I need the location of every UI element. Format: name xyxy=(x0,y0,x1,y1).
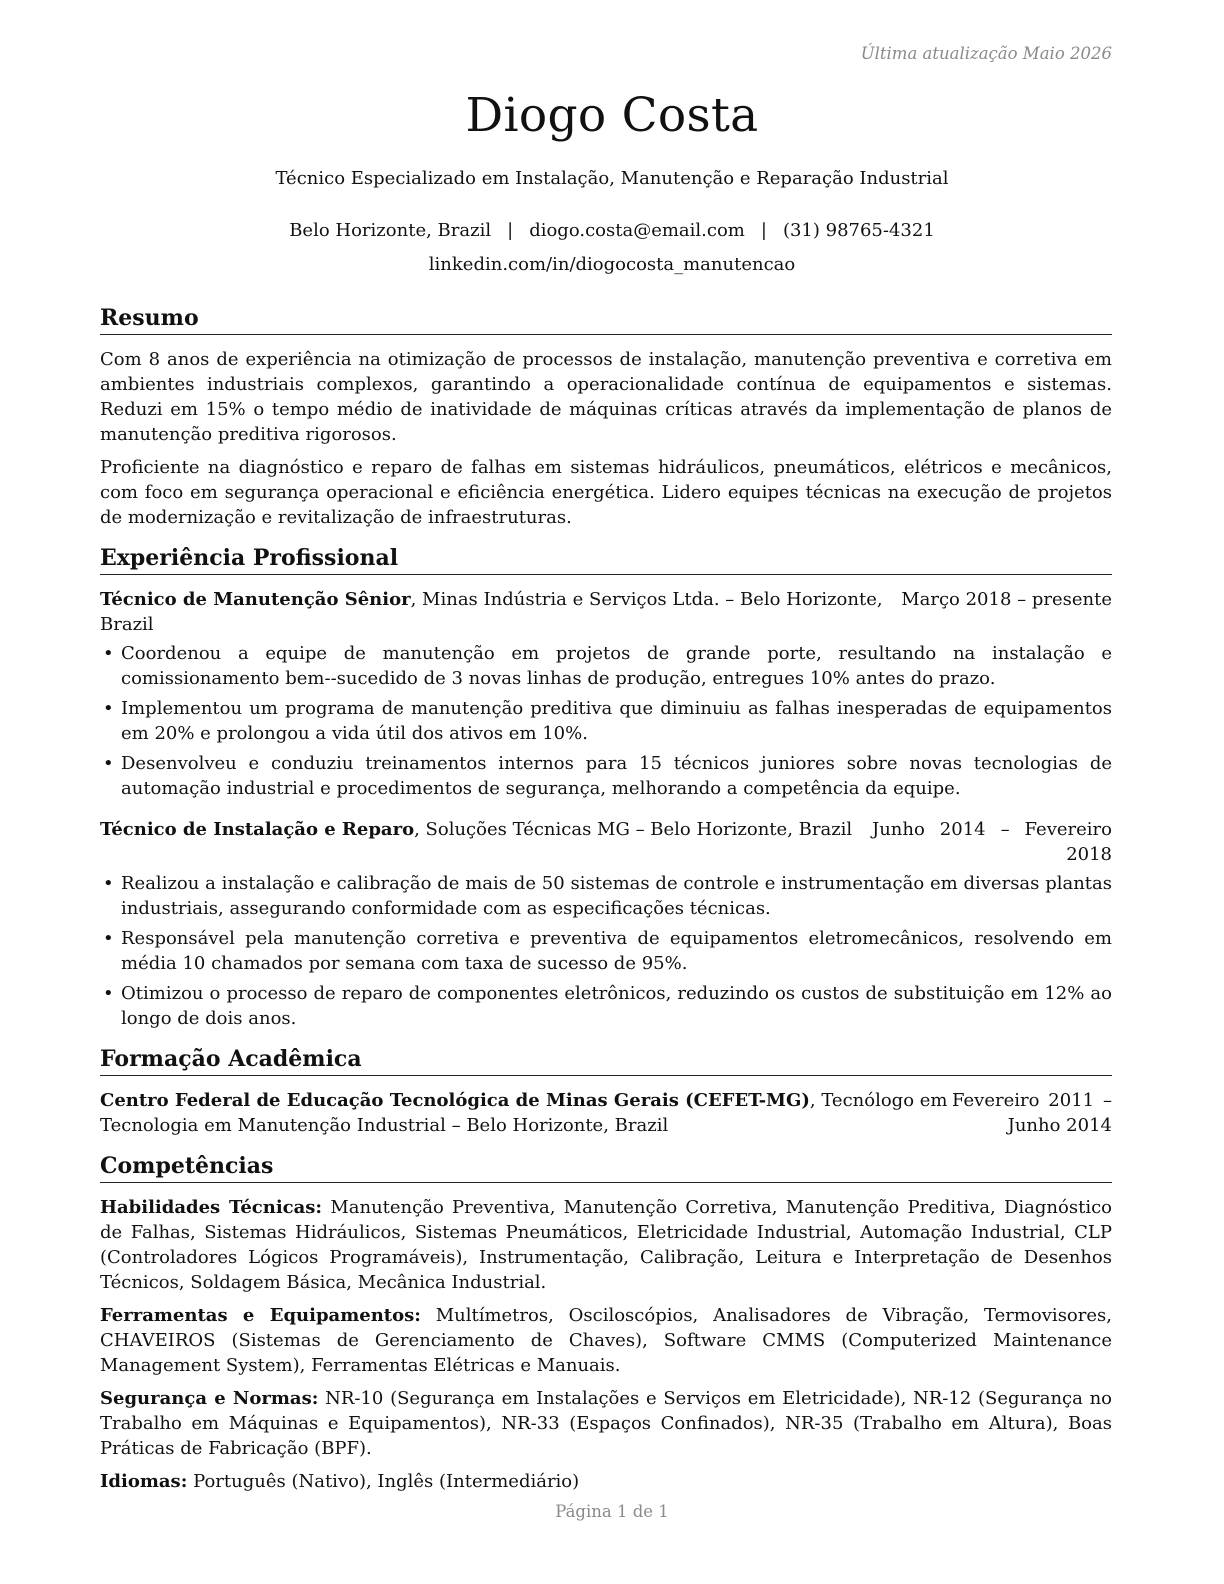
job-role: Técnico de Instalação e Reparo xyxy=(100,819,415,840)
skill-text: NR-10 (Segurança em Instalações e Serviços em Eletricidade), NR-12 (Segurança no Trabalho em Máquinas e Equipamentos), NR-33 (Espaços Confinados), NR-35 (Trabalho em Altura), Boas Práticas de Fabricação (BPF). xyxy=(100,1388,1112,1459)
experience-section xyxy=(100,544,1112,1031)
education-section xyxy=(100,1045,1112,1138)
job-entry xyxy=(100,587,1112,801)
skill-group xyxy=(100,1195,1112,1295)
education-dates: Fevereiro 2011 – Junho 2014 xyxy=(952,1090,1112,1136)
section-title: Formação Acadêmica xyxy=(100,1045,1112,1076)
skill-label: Segurança e Normas: xyxy=(100,1388,319,1409)
job-header xyxy=(100,587,1112,637)
job-company: , Soluções Técnicas MG – Belo Horizonte, Brazil xyxy=(414,819,853,840)
skill-text: Manutenção Preventiva, Manutenção Corretiva, Manutenção Preditiva, Diagnóstico de Falhas, Sistemas Hidráulicos, Sistemas Pneumáticos, Eletricidade Industrial, Automação Industrial, CLP (Controladores Lógicos Programáveis), Instrumentação, Calibração, Leitura e Interpretação de Desenhos Técnicos, Soldagem Básica, Mecânica Industrial. xyxy=(100,1197,1113,1293)
location: Belo Horizonte, Brazil xyxy=(289,220,492,241)
summary-section xyxy=(100,304,1112,530)
list-item: • Implementou um programa de manutenção preditiva que diminuiu as falhas inesperadas de equipamentos em 20% e prolongou a vida útil dos ativos em 10%. xyxy=(100,696,1112,746)
skill-text: Multímetros, Osciloscópios, Analisadores de Vibração, Termovisores, CHAVEIROS (Sistemas de Gerenciamento de Chaves), Software CMMS (Computerized Maintenance Management System), Ferramentas Elétricas e Manuais. xyxy=(100,1305,1112,1376)
email-link[interactable]: diogo.costa@email.com xyxy=(529,220,745,241)
job-header xyxy=(100,817,1112,867)
separator: | xyxy=(507,220,514,241)
skill-label: Ferramentas e Equipamentos: xyxy=(100,1305,421,1326)
job-bullets xyxy=(100,641,1112,801)
candidate-name: Diogo Costa xyxy=(465,88,759,143)
list-item: • Realizou a instalação e calibração de mais de 50 sistemas de controle e instrumentação em diversas plantas industriais, assegurando conformidade com as especificações técnicas. xyxy=(100,871,1112,921)
summary-paragraph: Com 8 anos de experiência na otimização de processos de instalação, manutenção preventiva e corretiva em ambientes industriais complexos, garantindo a operacionalidade contínua de equipamentos e sistemas. Reduzi em 15% o tempo médio de inatividade de máquinas críticas através da implementação de planos de manutenção preditiva rigorosos. xyxy=(100,349,1112,445)
skill-group xyxy=(100,1469,1112,1494)
list-item: • Otimizou o processo de reparo de componentes eletrônicos, reduzindo os custos de substituição em 12% ao longo de dois anos. xyxy=(100,981,1112,1031)
skills-section xyxy=(100,1152,1112,1494)
skill-group xyxy=(100,1386,1112,1461)
linkedin-link[interactable]: linkedin.com/in/diogocosta_manutencao xyxy=(428,254,796,275)
headline: Técnico Especializado em Instalação, Manutenção e Reparação Industrial xyxy=(275,168,949,189)
section-title: Resumo xyxy=(100,304,1112,335)
school-name: Centro Federal de Educação Tecnológica de Minas Gerais (CEFET-MG) xyxy=(100,1090,810,1111)
list-item: • Responsável pela manutenção corretiva e preventiva de equipamentos eletromecânicos, resolvendo em média 10 chamados por semana com taxa de sucesso de 95%. xyxy=(100,926,1112,976)
skill-label: Idiomas: xyxy=(100,1471,188,1492)
summary-paragraph: Proficiente na diagnóstico e reparo de falhas em sistemas hidráulicos, pneumáticos, elétricos e mecânicos, com foco em segurança operacional e eficiência energética. Lidero equipes técnicas na execução de projetos de modernização e revitalização de infraestruturas. xyxy=(100,457,1112,528)
degree: , Tecnólogo em Tecnologia em Manutenção Industrial – Belo Horizonte, Brazil xyxy=(100,1090,948,1136)
job-role: Técnico de Manutenção Sênior xyxy=(100,589,411,610)
job-bullets xyxy=(100,871,1112,1031)
last-updated: Última atualização Maio 2026 xyxy=(860,44,1112,63)
job-dates: Março 2018 – presente xyxy=(901,589,1112,610)
section-title: Competências xyxy=(100,1152,1112,1183)
education-entry xyxy=(100,1088,1112,1138)
skill-group xyxy=(100,1303,1112,1378)
resume-content xyxy=(100,304,1112,1502)
page-number: Página 1 de 1 xyxy=(555,1502,669,1521)
list-item: • Desenvolveu e conduziu treinamentos internos para 15 técnicos juniores sobre novas tecnologias de automação industrial e procedimentos de segurança, melhorando a competência da equipe. xyxy=(100,751,1112,801)
skill-text: Português (Nativo), Inglês (Intermediário) xyxy=(187,1471,580,1492)
skill-label: Habilidades Técnicas: xyxy=(100,1197,323,1218)
list-item: • Coordenou a equipe de manutenção em projetos de grande porte, resultando na instalação e comissionamento bem--sucedido de 3 novas linhas de produção, entregues 10% antes do prazo. xyxy=(100,641,1112,691)
section-title: Experiência Profissional xyxy=(100,544,1112,575)
contact-line xyxy=(0,220,1224,241)
job-dates: Junho 2014 – Fevereiro 2018 xyxy=(872,819,1112,865)
job-company: , Minas Indústria e Serviços Ltda. – Belo Horizonte, Brazil xyxy=(100,589,883,635)
job-entry xyxy=(100,817,1112,1031)
phone: (31) 98765-4321 xyxy=(782,220,935,241)
separator: | xyxy=(760,220,767,241)
